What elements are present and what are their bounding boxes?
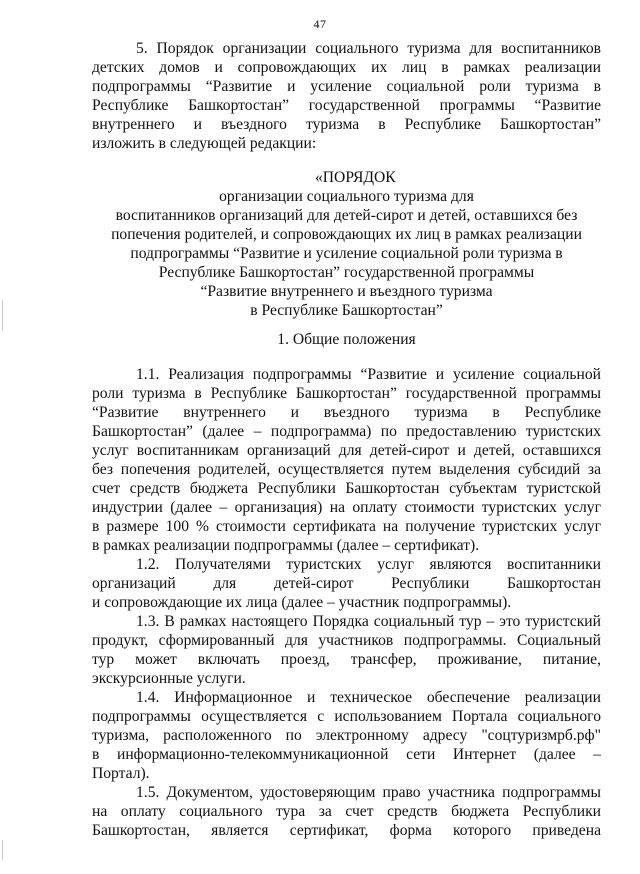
body-line: услуг воспитанникам организаций для детей-сирот и детей, оставшихся [92, 442, 601, 459]
body-line: на оплату социального тура за счет средств бюджета Республики [92, 803, 601, 820]
body-line: туризма, расположенного по электронному адресу "соцтуризмрб.рф" [92, 727, 601, 744]
body-line: тур может включать проезд, трансфер, проживание, питание, [92, 651, 601, 668]
intro-line: Республике Башкортостан” государственной программы “Развитие [92, 97, 601, 114]
body-line: 1.4. Информационное и техническое обеспечение реализации [136, 689, 601, 706]
title-line: воспитанников организаций для детей-сирот и детей, оставшихся без [115, 207, 578, 224]
body-line: в размере 100 % стоимости сертификата на получение туристских услуг [92, 518, 601, 535]
body-line: 1.2. Получателями туристских услуг являются воспитанники [136, 556, 601, 573]
body-line: 1.5. Документом, удостоверяющим право участника подпрограммы [136, 784, 601, 801]
body-line: и сопровождающие их лица (далее – участник подпрограммы). [92, 594, 512, 611]
body-line: счет средств бюджета Республики Башкортостан субъектам туристской [92, 480, 601, 497]
intro-line: подпрограммы “Развитие и усиление социальной роли туризма в [92, 78, 601, 95]
title-line: Республике Башкортостан” государственной программы [158, 264, 535, 281]
body-line: Башкортостан” (далее – подпрограмма) по предоставлению туристских [92, 423, 601, 440]
body-line: 1.3. В рамках настоящего Порядка социальный тур – это туристский [136, 613, 601, 630]
body-line: Портал). [92, 765, 150, 782]
scan-artifact [2, 300, 3, 330]
intro-line: изложить в следующей редакции: [92, 135, 317, 152]
intro-line: 5. Порядок организации социального туризма для воспитанников [136, 40, 601, 57]
body-line: экскурсионные услуги. [92, 670, 246, 687]
scan-artifact [2, 840, 3, 860]
intro-line: внутреннего и въездного туризма в Республике Башкортостан” [92, 116, 601, 133]
section-heading: 1. Общие положения [277, 331, 416, 348]
intro-line: детских домов и сопровождающих их лиц в рамках реализации [92, 59, 601, 76]
body-line: подпрограммы осуществляется с использованием Портала социального [92, 708, 601, 725]
body-line: 1.1. Реализация подпрограммы “Развитие и усиление социальной [136, 366, 601, 383]
body-line: организаций для детей-сирот Республики Башкортостан [92, 575, 601, 592]
title-line: попечения родителей, и сопровождающих их лиц в рамках реализации [111, 226, 582, 243]
title-line: «ПОРЯДОК [315, 169, 396, 186]
body-line: роли туризма в Республике Башкортостан” государственной программы [92, 385, 601, 402]
body-line: без попечения родителей, осуществляется путем выделения субсидий за [92, 461, 601, 478]
title-line: в Республике Башкортостан” [250, 302, 443, 319]
body-line: индустрии (далее – организация) на оплату стоимости туристских услуг [92, 499, 601, 516]
body-line: в рамках реализации подпрограммы (далее – сертификат). [92, 537, 480, 554]
title-line: организации социального туризма для [219, 188, 474, 205]
page-number: 47 [313, 17, 327, 31]
title-line: “Развитие внутреннего и въездного туризма [200, 283, 493, 300]
body-line: продукт, сформированный для участников подпрограммы. Социальный [92, 632, 601, 649]
body-line: Башкортостан, является сертификат, форма которого приведена [92, 822, 601, 839]
title-line: подпрограммы “Развитие и усиление социальной роли туризма в [130, 245, 563, 262]
body-line: в информационно-телекоммуникационной сети Интернет (далее – [92, 746, 601, 763]
body-line: “Развитие внутреннего и въездного туризма в Республике [92, 404, 601, 421]
